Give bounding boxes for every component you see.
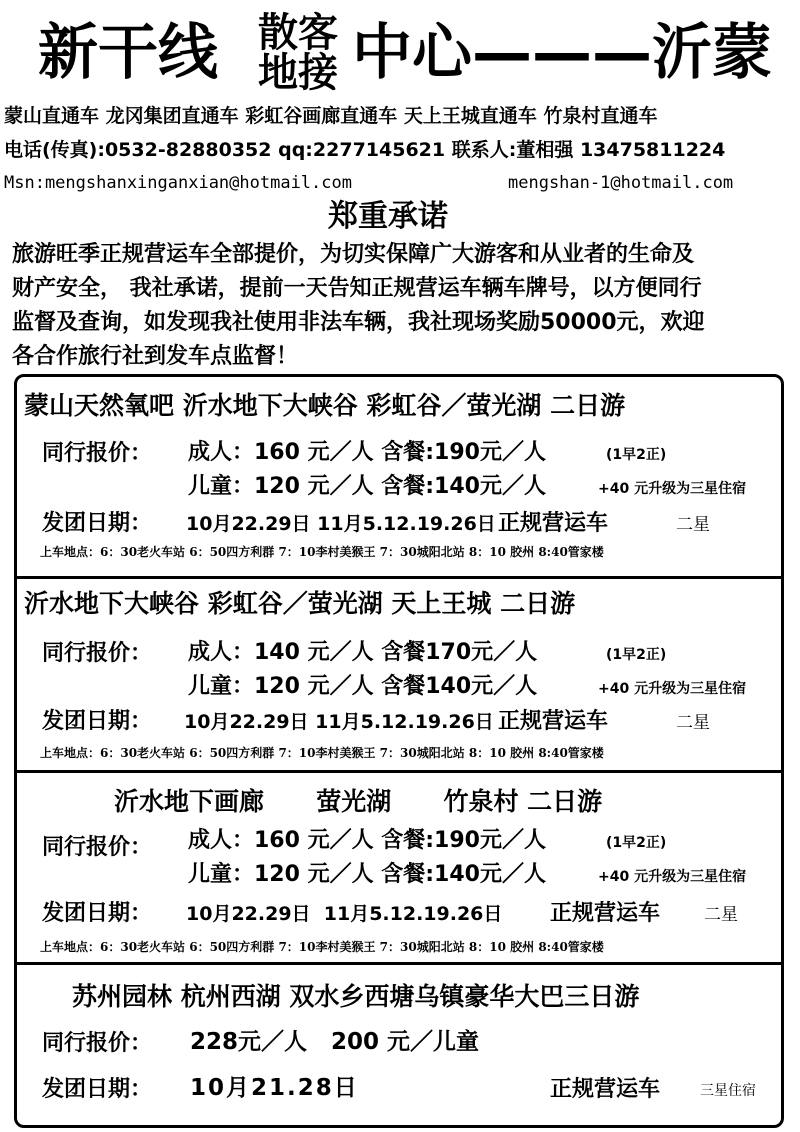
contact-line: 电话(传真):0532-82880352 qq:2277145621 联系人:董相强 13475811224 xyxy=(4,139,726,161)
tour-title: 蒙山天然氧吧 沂水地下大峡谷 彩虹谷／萤光湖 二日游 xyxy=(24,391,626,420)
upgrade-note: +40 元升级为三星住宿 xyxy=(598,481,747,497)
price-label: 同行报价： xyxy=(42,440,153,466)
title-part2: 中心———沂蒙 xyxy=(352,18,772,88)
adult-price: 成人：160 元／人 含餐:190元／人 xyxy=(188,828,546,853)
departure-dates: 10月21.28日 xyxy=(190,1075,359,1101)
hotel-star: 二星 xyxy=(676,713,710,733)
tour-title: 沂水地下大峡谷 彩虹谷／萤光湖 天上王城 二日游 xyxy=(24,589,576,618)
title-stack-top: 散客 xyxy=(258,10,338,56)
vehicle-type: 正规营运车 xyxy=(550,1076,661,1102)
vehicle-type: 正规营运车 xyxy=(498,510,609,536)
child-price: 儿童：120 元／人 含餐:140元／人 xyxy=(188,474,546,499)
departure-dates: 10月22.29日 11月5.12.19.26日 xyxy=(186,903,503,925)
child-price: 儿童：120 元／人 含餐:140元／人 xyxy=(188,862,546,887)
child-price: 儿童：120 元／人 含餐140元／人 xyxy=(188,674,538,699)
adult-price: 成人：160 元／人 含餐:190元／人 xyxy=(188,440,546,465)
adult-price: 成人：140 元／人 含餐170元／人 xyxy=(188,640,538,665)
promise-line: 财产安全， 我社承诺，提前一天告知正规营运车辆车牌号，以方便同行 xyxy=(12,276,702,301)
departure-dates: 10月22.29日 11月5.12.19.26日 xyxy=(184,711,494,733)
pickup-points: 上车地点：6：30老火车站 6：50四方利群 7：10李村美猴王 7：30城阳北站 8：10 胶州 8:40管家楼 xyxy=(40,545,604,559)
email-address: mengshan-1@hotmail.com xyxy=(508,173,734,193)
date-label: 发团日期： xyxy=(42,510,153,536)
price-label: 同行报价： xyxy=(42,834,153,860)
hotel-star: 三星住宿 xyxy=(700,1083,756,1099)
pickup-points: 上车地点：6：30老火车站 6：50四方利群 7：10李村美猴王 7：30城阳北站 8：10 胶州 8:40管家楼 xyxy=(40,940,604,954)
tour-title: 沂水地下画廊 萤光湖 竹泉村 二日游 xyxy=(114,787,603,816)
title-part1: 新干线 xyxy=(38,18,218,88)
title-stack-bottom: 地接 xyxy=(258,50,338,96)
promise-line: 各合作旅行社到发车点监督！ xyxy=(12,344,299,369)
hotel-star: 二星 xyxy=(704,905,738,925)
msn-address: Msn:mengshanxinganxian@hotmail.com xyxy=(4,173,352,193)
routes-line: 蒙山直通车 龙冈集团直通车 彩虹谷画廊直通车 天上王城直通车 竹泉村直通车 xyxy=(4,105,658,127)
price-label: 同行报价： xyxy=(42,640,153,666)
price: 228元／人 200 元／儿童 xyxy=(190,1029,480,1055)
vehicle-type: 正规营运车 xyxy=(550,900,661,926)
pickup-points: 上车地点：6：30老火车站 6：50四方利群 7：10李村美猴王 7：30城阳北站 8：10 胶州 8:40管家楼 xyxy=(40,746,604,760)
vehicle-type: 正规营运车 xyxy=(498,708,609,734)
price-label: 同行报价： xyxy=(42,1030,153,1056)
tour-title: 苏州园林 杭州西湖 双水乡西塘乌镇豪华大巴三日游 xyxy=(72,982,640,1011)
upgrade-note: +40 元升级为三星住宿 xyxy=(598,869,747,885)
date-label: 发团日期： xyxy=(42,900,153,926)
promise-title: 郑重承诺 xyxy=(328,199,448,234)
meal-note: (1早2正) xyxy=(606,647,667,663)
upgrade-note: +40 元升级为三星住宿 xyxy=(598,681,747,697)
departure-dates: 10月22.29日 11月5.12.19.26日 xyxy=(186,513,496,535)
hotel-star: 二星 xyxy=(676,515,710,535)
meal-note: (1早2正) xyxy=(606,447,667,463)
promise-line: 旅游旺季正规营运车全部提价，为切实保障广大游客和从业者的生命及 xyxy=(12,242,695,267)
date-label: 发团日期： xyxy=(42,708,153,734)
date-label: 发团日期： xyxy=(42,1076,153,1102)
meal-note: (1早2正) xyxy=(606,835,667,851)
promise-line: 监督及查询，如发现我社使用非法车辆，我社现场奖励50000元，欢迎 xyxy=(12,310,705,335)
